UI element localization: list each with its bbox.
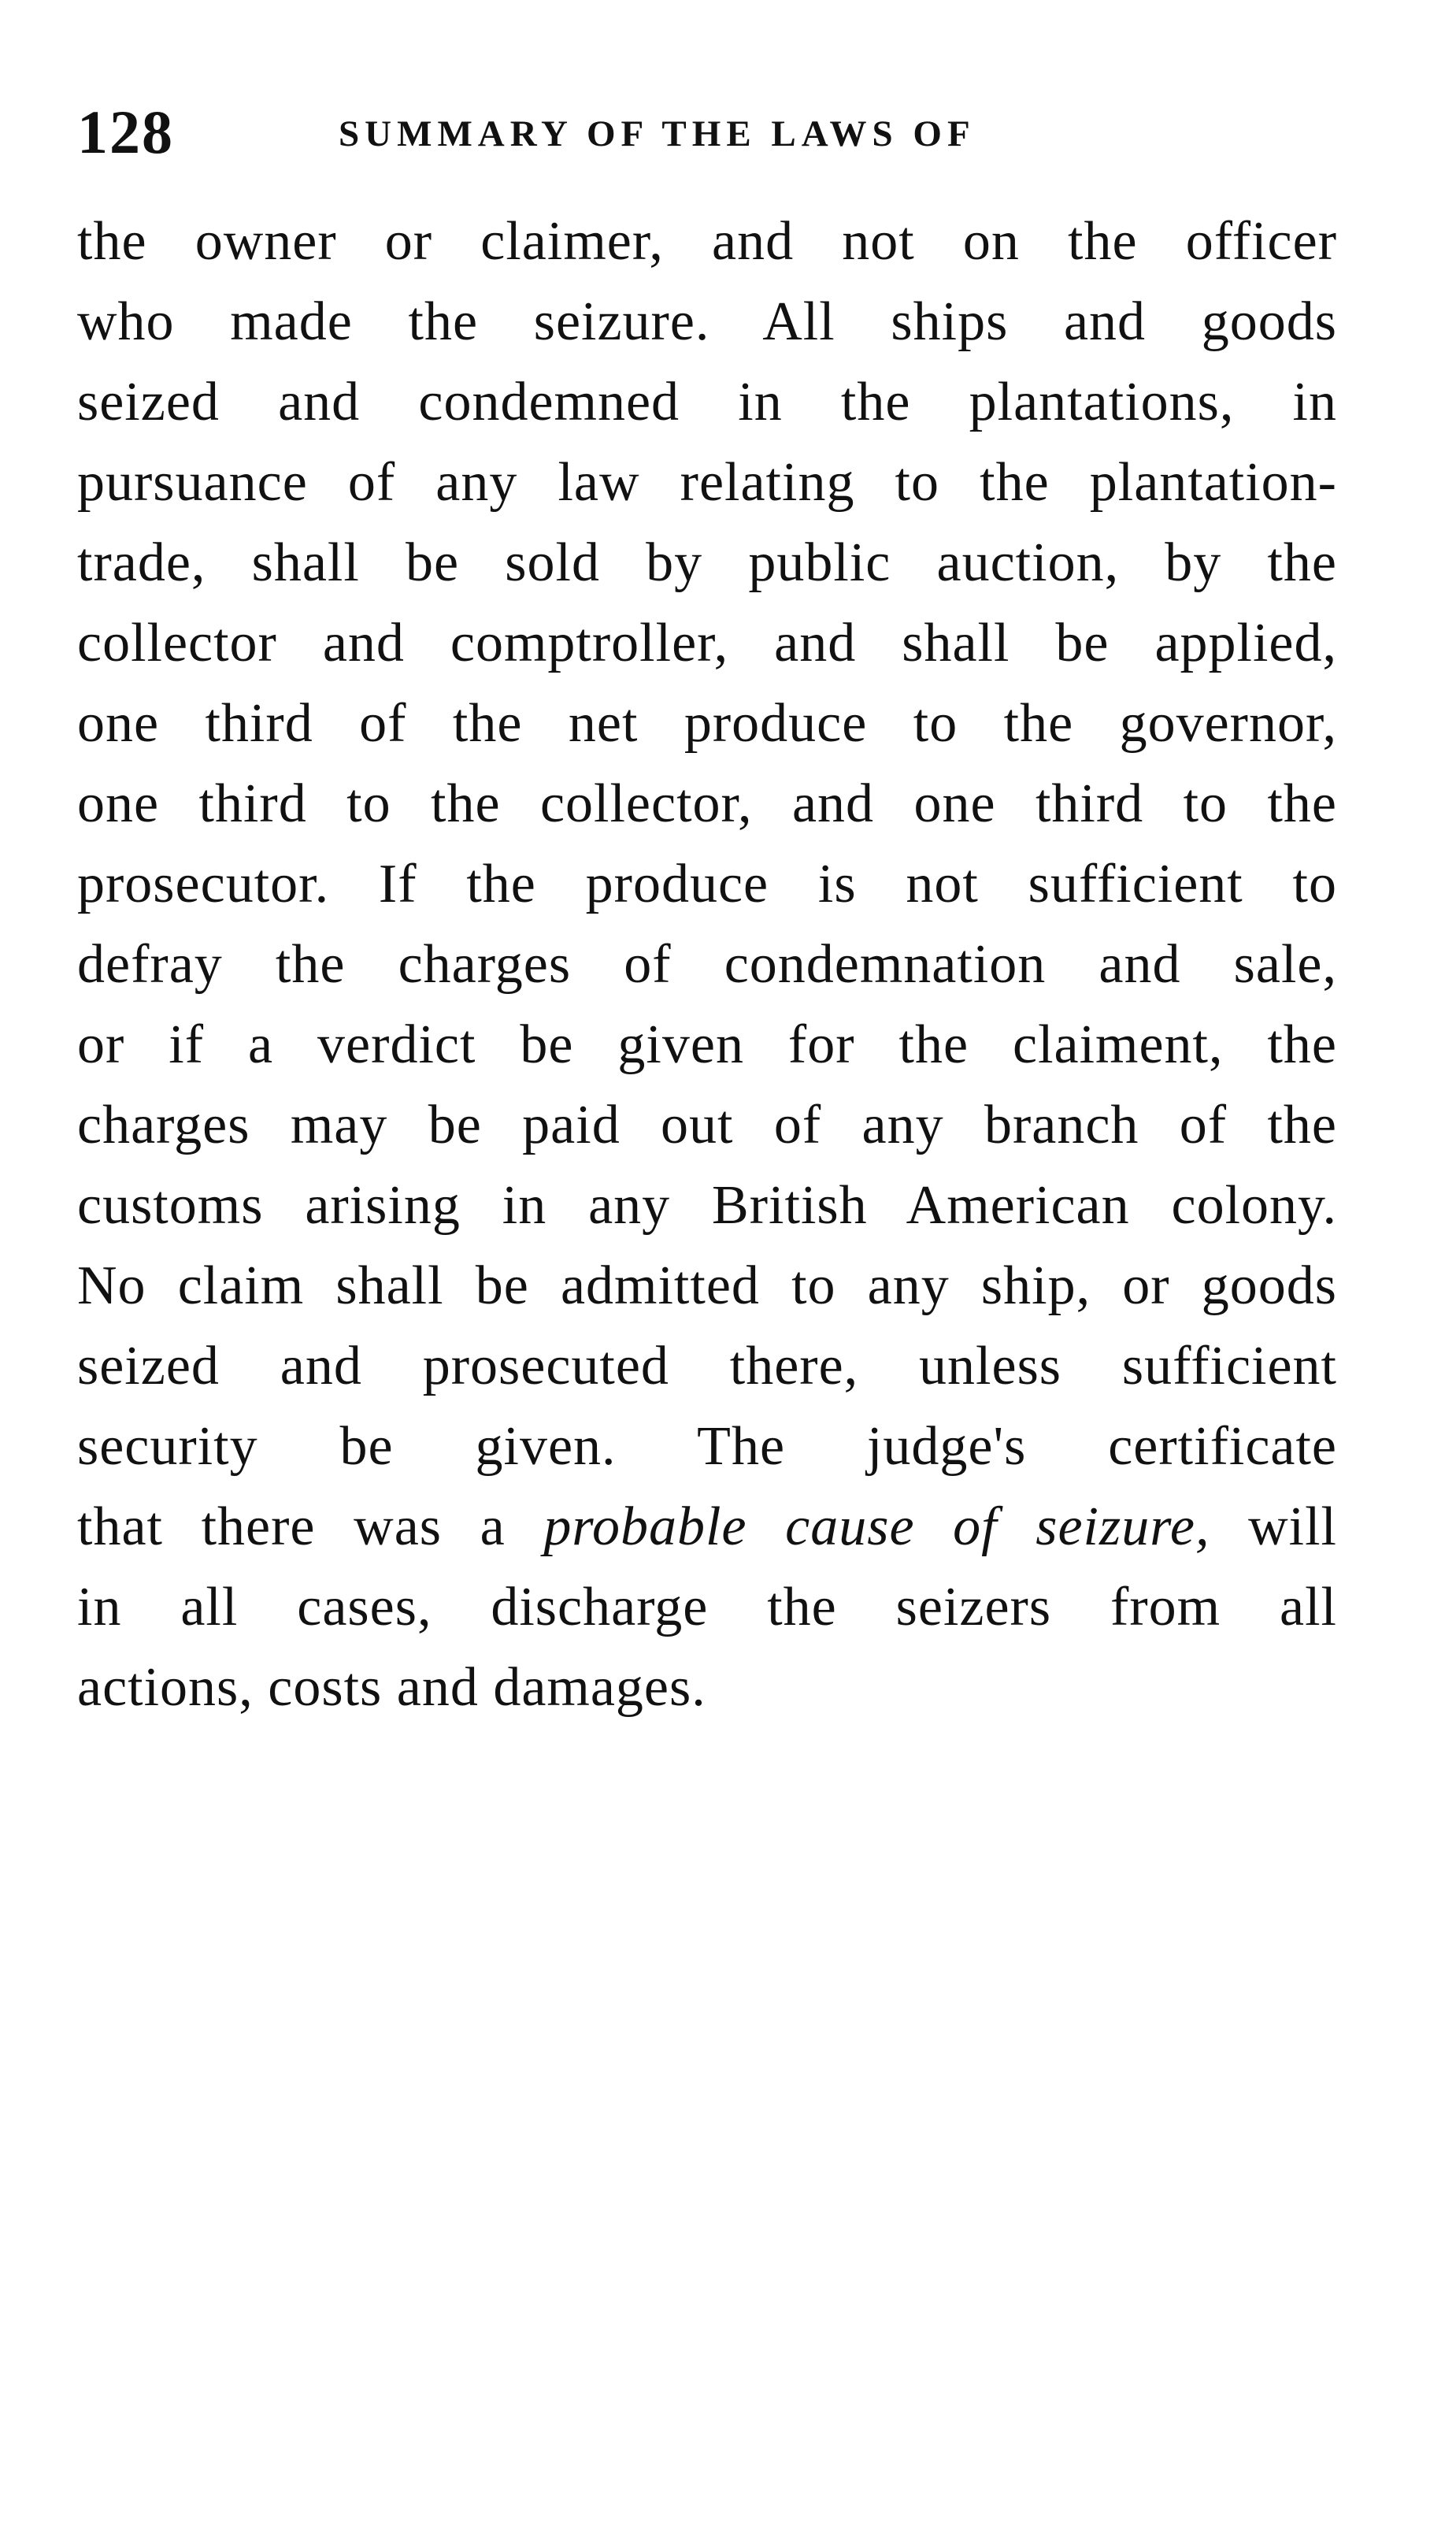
text-line: charges may be paid out of any branch of the <box>77 1095 1337 1155</box>
text-line: or if a verdict be given for the claiment, the <box>77 1014 1337 1075</box>
text-line: trade, shall be sold by public auction, by the <box>77 532 1337 593</box>
text-line: who made the seizure. All ships and goods <box>77 291 1337 352</box>
text-line: pursuance of any law relating to the plantation- <box>77 452 1337 513</box>
text-line-with-italic <box>77 1487 1337 1567</box>
page-number: 128 <box>77 98 174 166</box>
text-line-final: actions, costs and damages. <box>77 1657 706 1718</box>
text-line: customs arising in any British American colony. <box>77 1175 1337 1236</box>
text-line: seized and condemned in the plantations, in <box>77 372 1337 432</box>
running-head <box>77 93 1376 172</box>
text-line: one third of the net produce to the governor, <box>77 693 1337 754</box>
text-line: one third to the collector, and one third to the <box>77 773 1337 834</box>
text-fragment: that there was a <box>77 1496 544 1557</box>
body-text <box>77 202 1337 1728</box>
text-line: seized and prosecuted there, unless sufficient <box>77 1336 1337 1396</box>
text-line: collector and comptroller, and shall be applied, <box>77 613 1337 673</box>
running-title: SUMMARY OF THE LAWS OF <box>339 113 976 154</box>
text-line: the owner or claimer, and not on the officer <box>77 211 1337 272</box>
text-line: No claim shall be admitted to any ship, or goods <box>77 1255 1337 1316</box>
text-line: prosecutor. If the produce is not sufficient to <box>77 854 1337 914</box>
text-line: security be given. The judge's certificate <box>77 1416 1337 1477</box>
text-fragment: will <box>1210 1496 1338 1557</box>
text-line: defray the charges of condemnation and sale, <box>77 934 1337 995</box>
text-line: in all cases, discharge the seizers from all <box>77 1577 1337 1637</box>
italic-phrase: probable cause of seizure, <box>543 1496 1210 1557</box>
